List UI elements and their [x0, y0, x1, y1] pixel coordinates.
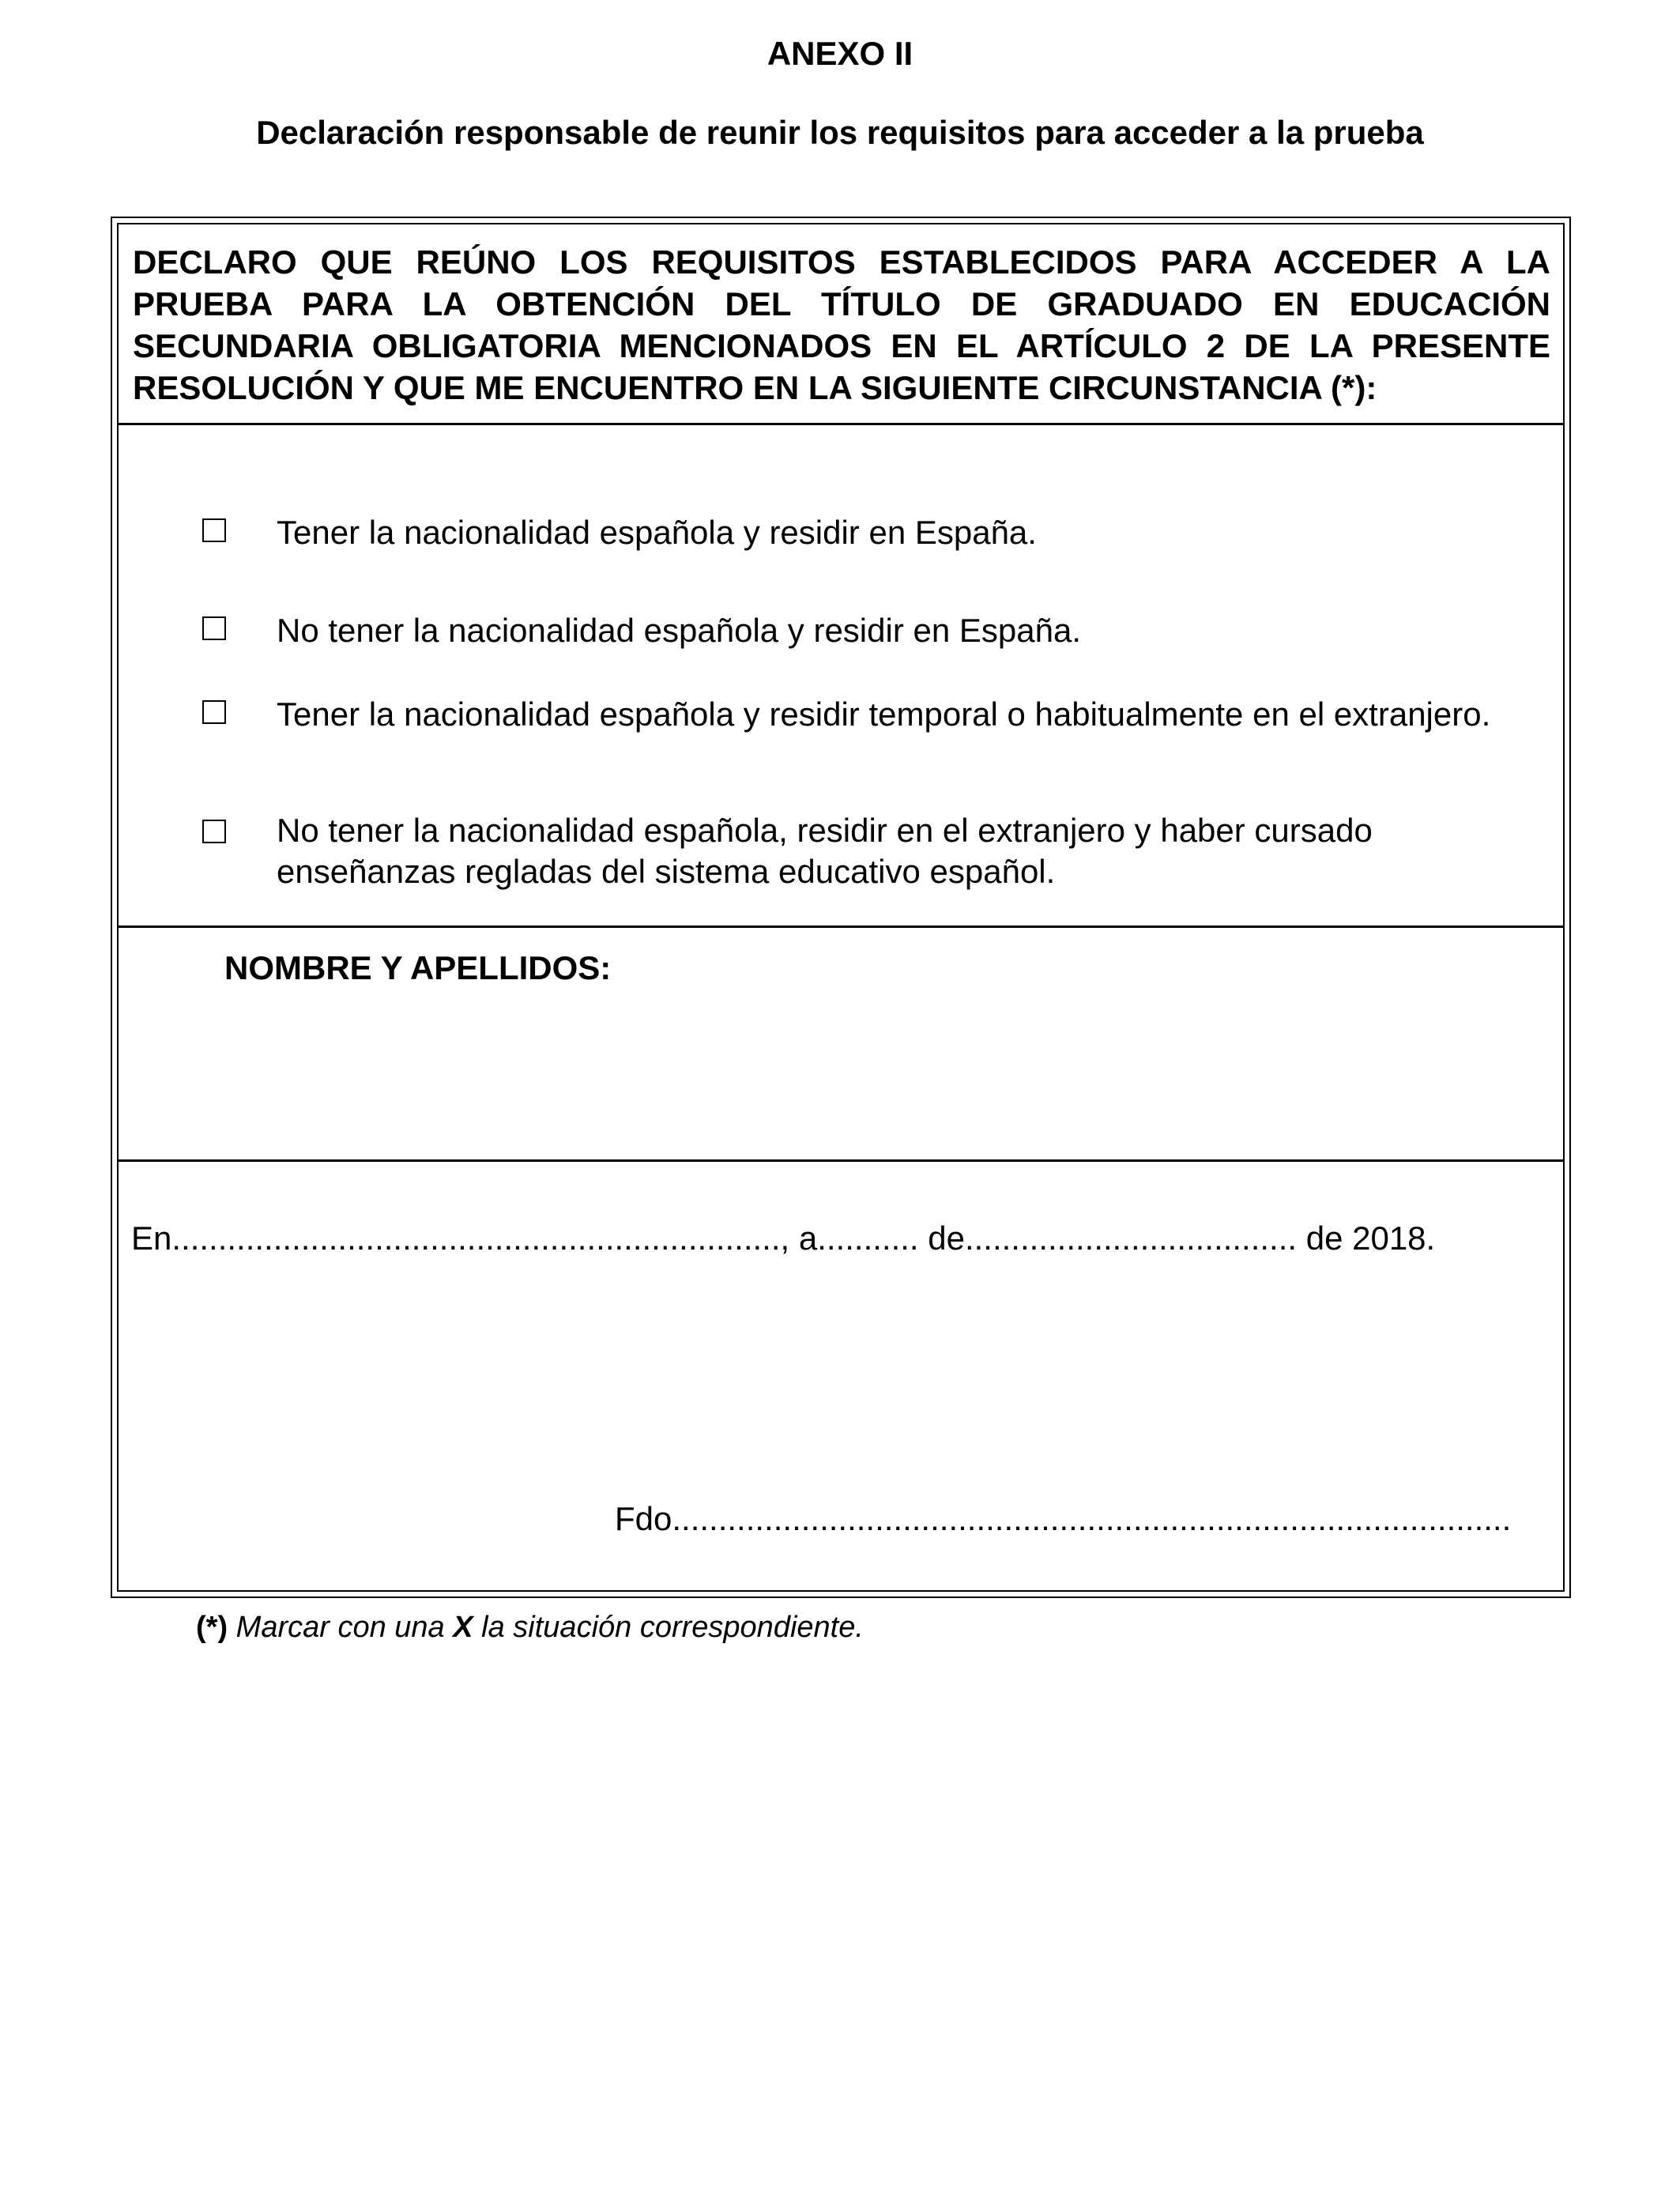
option-label-2: No tener la nacionalidad española y residir en España.	[277, 612, 1081, 649]
option-checkbox-3[interactable]	[202, 700, 226, 724]
option-label-4: No tener la nacionalidad española, residir en el extranjero y haber cursado enseñanzas regladas del sistema educativo español.	[277, 812, 1373, 890]
footnote-emphasis: X	[453, 1611, 473, 1644]
page-subtitle: Declaración responsable de reunir los requisitos para acceder a la prueba	[256, 114, 1424, 151]
signature-line: Fdo...........................................................................................	[615, 1500, 1512, 1537]
footnote-text-after: la situación correspondiente.	[473, 1611, 864, 1644]
option-checkbox-1[interactable]	[202, 518, 226, 542]
declaration-body: DECLARO QUE REÚNO LOS REQUISITOS ESTABLECIDOS PARA ACCEDER A LA PRUEBA PARA LA OBTENCIÓN DEL TÍTULO DE GRADUADO EN EDUCACIÓN SECUNDARIA OBLIGATORIA MENCIONADOS EN EL ARTÍCULO 2 DE LA PRESENTE RESOLUCIÓN Y QUE ME ENCUENTRO EN LA SIGUIENTE CIRCUNSTANCIA	[133, 243, 1550, 406]
footnote	[196, 1611, 864, 1645]
option-label-3: Tener la nacionalidad española y residir temporal o habitualmente en el extranjero.	[277, 696, 1491, 733]
declaration-text	[133, 241, 1550, 409]
name-field-label: NOMBRE Y APELLIDOS:	[224, 949, 612, 986]
section-divider	[117, 423, 1565, 425]
declaration-marker: (*):	[1331, 369, 1377, 406]
section-divider	[117, 925, 1565, 928]
option-label-1: Tener la nacionalidad española y residir en España.	[277, 514, 1037, 551]
footnote-marker: (*)	[196, 1611, 228, 1644]
option-checkbox-4[interactable]	[202, 820, 226, 843]
place-date-line: En.................................................................., a........... de.................................... de 2018.	[131, 1220, 1436, 1257]
section-divider	[117, 1159, 1565, 1162]
footnote-text-before: Marcar con una	[228, 1611, 454, 1644]
form-box	[117, 223, 1565, 1592]
page-title: ANEXO II	[767, 35, 913, 72]
option-checkbox-2[interactable]	[202, 616, 226, 640]
